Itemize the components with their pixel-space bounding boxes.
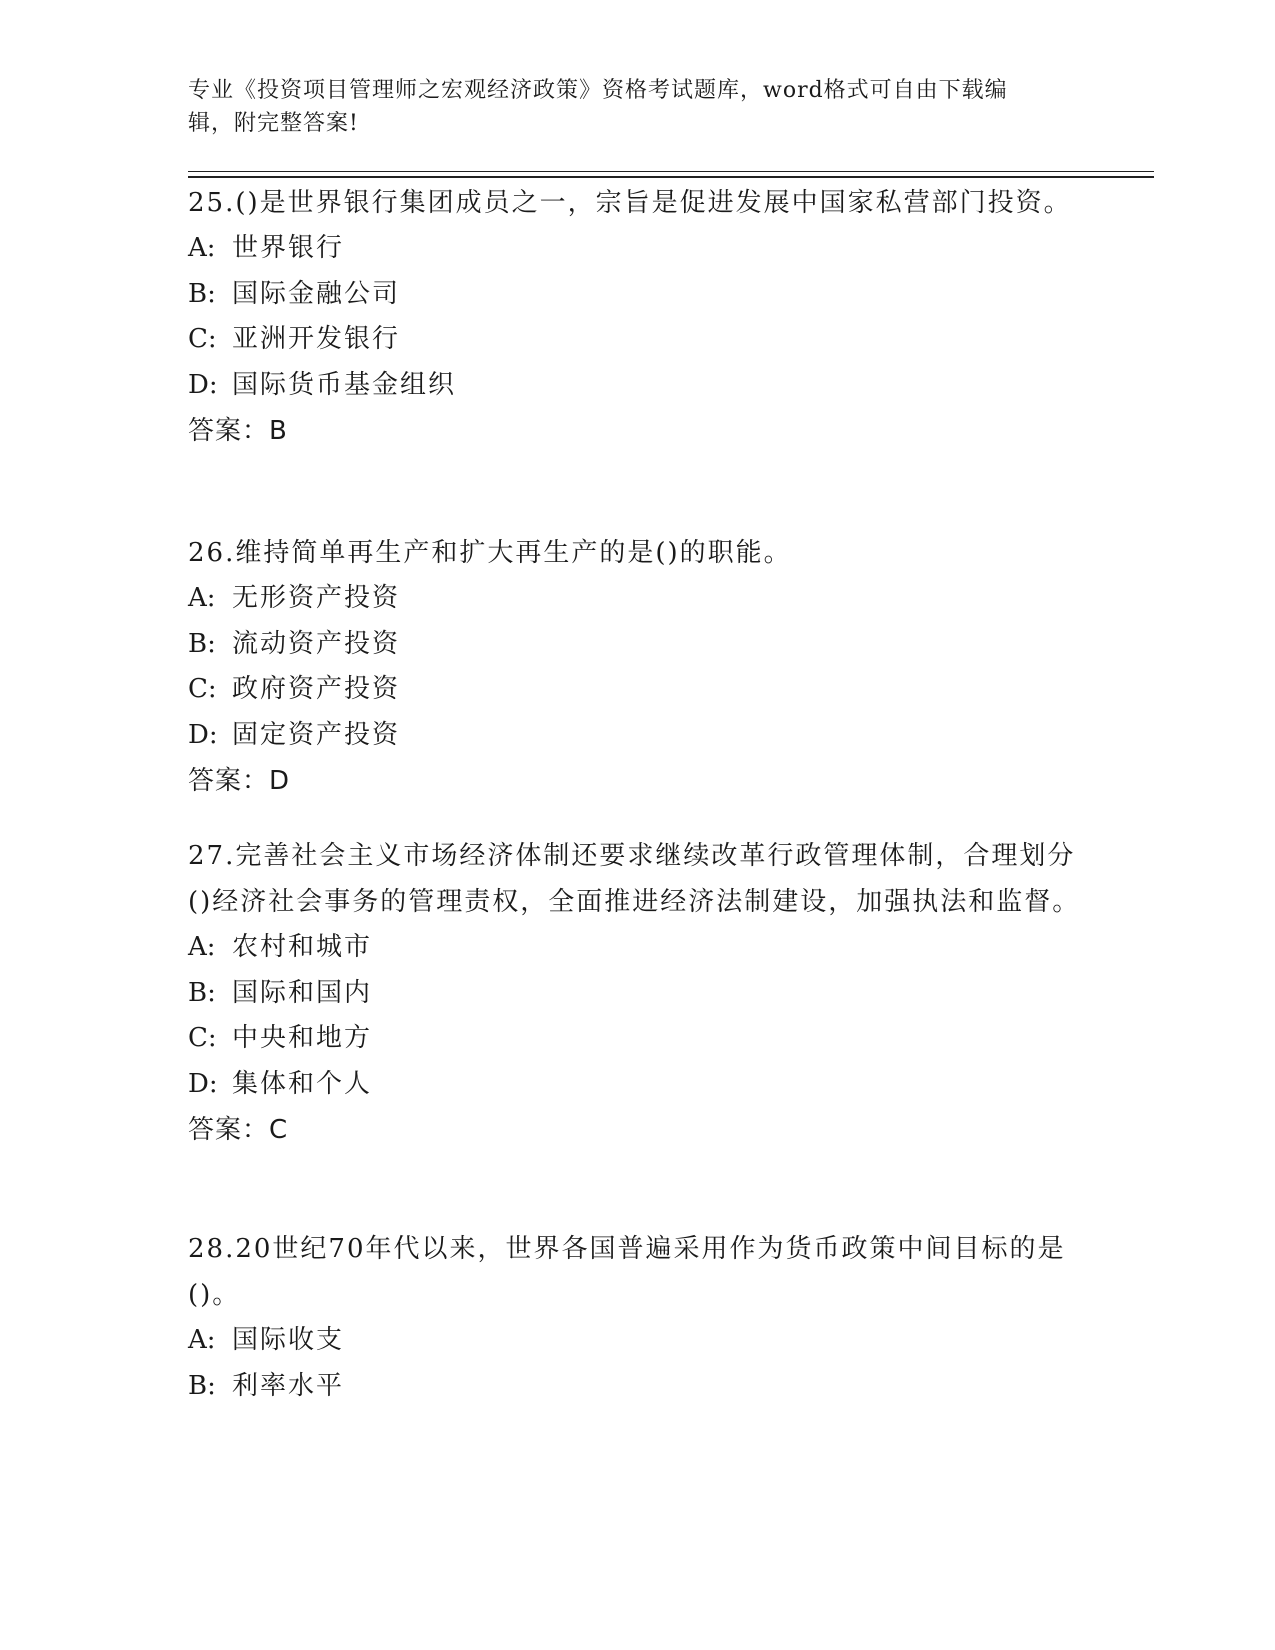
- option-letter: D:: [188, 719, 218, 750]
- option-text: 利率水平: [232, 1370, 345, 1401]
- option-d: [188, 1062, 1088, 1108]
- question-stem: 25.()是世界银行集团成员之一，宗旨是促进发展中国家私营部门投资。: [188, 188, 1072, 218]
- option-letter: D:: [188, 1068, 218, 1099]
- option-letter: C:: [188, 324, 217, 354]
- option-letter: A:: [188, 1325, 216, 1355]
- option-letter: B:: [188, 628, 216, 659]
- option-letter: A:: [188, 583, 216, 613]
- header-line-1: 专业《投资项目管理师之宏观经济政策》资格考试题库，word格式可自由下载编: [188, 78, 1008, 103]
- question-stem: 26.维持简单再生产和扩大再生产的是()的职能。: [188, 538, 792, 568]
- option-text: 无形资产投资: [232, 583, 401, 613]
- option-text: 国际货币基金组织: [232, 369, 457, 400]
- option-letter: B:: [188, 977, 216, 1008]
- option-a: [188, 226, 1088, 272]
- option-b: [188, 1364, 1088, 1410]
- option-text: 亚洲开发银行: [232, 324, 401, 354]
- option-text: 集体和个人: [232, 1068, 373, 1099]
- option-a: [188, 925, 1088, 971]
- option-text: 固定资产投资: [232, 719, 401, 750]
- option-letter: B:: [188, 1370, 216, 1401]
- option-letter: A:: [188, 233, 216, 263]
- option-c: [188, 317, 1088, 363]
- question-stem: 27.完善社会主义市场经济体制还要求继续改革行政管理体制，合理划分()经济社会事务的管理责权，全面推进经济法制建设，加强执法和监督。: [188, 841, 1081, 917]
- option-letter: C:: [188, 674, 217, 704]
- option-text: 政府资产投资: [232, 674, 401, 704]
- option-letter: C:: [188, 1023, 217, 1053]
- option-c: [188, 1016, 1088, 1062]
- answer-line: 答案：C: [188, 1115, 289, 1145]
- answer-line: 答案：B: [188, 416, 288, 446]
- option-text: 中央和地方: [232, 1023, 373, 1053]
- question-28: [188, 1226, 1088, 1409]
- option-letter: A:: [188, 932, 216, 962]
- option-letter: D:: [188, 369, 218, 400]
- question-stem: 28.20世纪70年代以来，世界各国普遍采用作为货币政策中间目标的是()。: [188, 1234, 1066, 1310]
- option-a: [188, 1318, 1088, 1364]
- answer-line: 答案：D: [188, 766, 291, 796]
- option-letter: B:: [188, 278, 216, 309]
- option-text: 流动资产投资: [232, 628, 401, 659]
- header-line-2: 辑，附完整答案!: [188, 111, 359, 136]
- option-text: 国际金融公司: [232, 278, 401, 309]
- question-27: [188, 833, 1088, 1153]
- header-divider-thin: [188, 171, 1154, 172]
- option-b: [188, 622, 1088, 668]
- option-a: [188, 576, 1088, 622]
- header-divider-thick: [188, 176, 1154, 178]
- question-26: [188, 530, 1088, 804]
- question-25: [188, 180, 1088, 454]
- option-c: [188, 667, 1088, 713]
- option-text: 国际和国内: [232, 977, 373, 1008]
- document-header: [188, 74, 1088, 140]
- option-text: 农村和城市: [232, 932, 373, 962]
- option-text: 世界银行: [232, 233, 345, 263]
- option-b: [188, 971, 1088, 1017]
- option-b: [188, 272, 1088, 318]
- option-d: [188, 713, 1088, 759]
- option-text: 国际收支: [232, 1325, 345, 1355]
- option-d: [188, 363, 1088, 409]
